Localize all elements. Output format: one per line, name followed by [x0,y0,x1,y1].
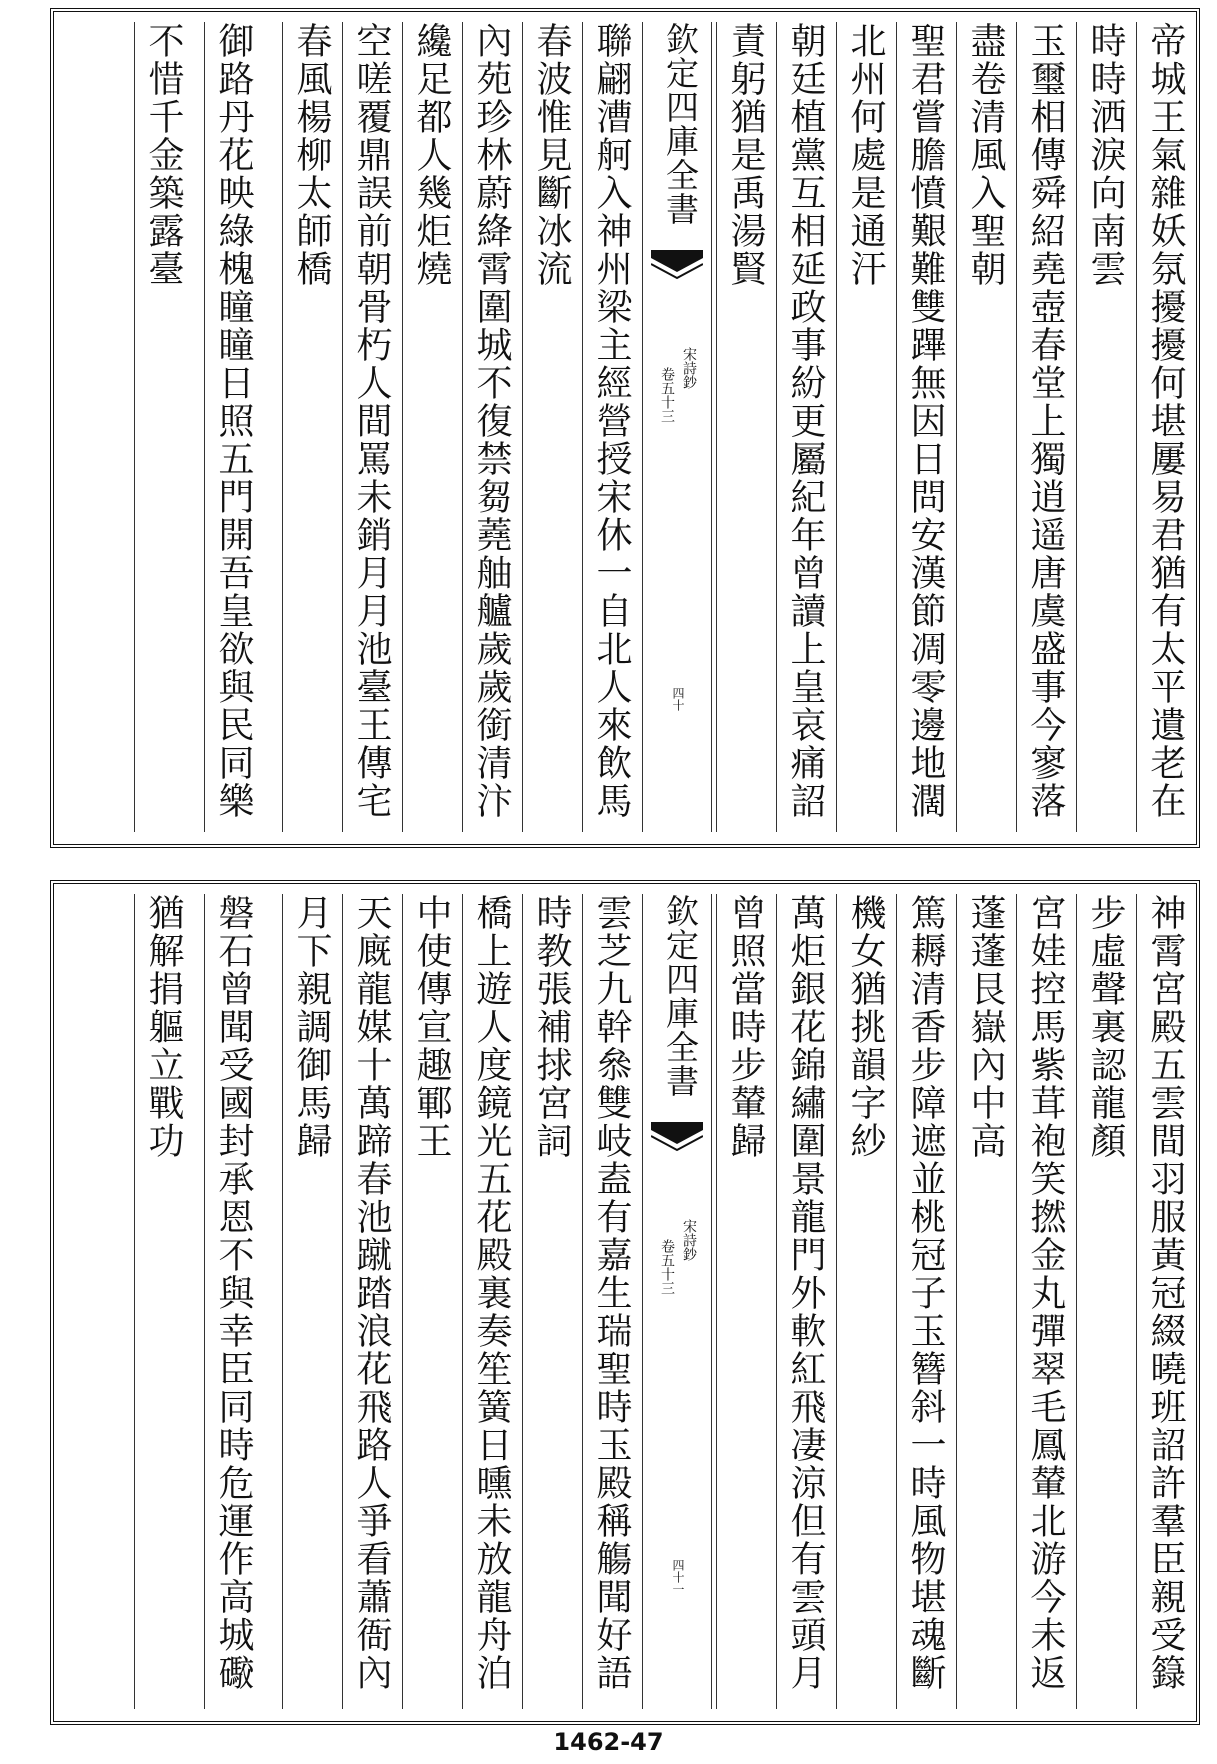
column-text: 責躬猶是禹湯賢 [725,22,766,288]
text-column [134,22,191,832]
text-column [1136,22,1193,832]
text-column [522,22,579,832]
column-text: 空嗟覆鼎誤前朝骨朽人間罵未銷月月池臺王傳宅 [351,22,392,820]
text-column [776,894,833,1709]
text-column [1016,894,1073,1709]
text-column [522,894,579,1709]
text-column [204,22,261,832]
column-text: 雲芝九幹叅雙岐盍有嘉生瑞聖時玉殿稱觴聞好語 [591,894,632,1692]
center-fold-column [642,22,712,832]
fishtail-mark-icon [651,250,703,280]
text-column [134,894,191,1709]
text-column [1016,22,1073,832]
column-text: 磐石曾聞受國封承恩不與幸臣同時危運作高城礮 [213,894,254,1692]
column-text: 宮娃控馬紫茸袍笑撚金丸彈翠毛鳳輦北游今未返 [1025,894,1066,1692]
column-text: 猶解捐軀立戰功 [143,894,184,1160]
page-number: 1462-47 [553,1728,664,1756]
text-column [836,22,893,832]
top-page-panel [50,8,1200,848]
column-text: 內苑珍林蔚絳霄圍城不復禁芻蕘舳艫歲歲銜清汴 [471,22,512,820]
text-column [956,894,1013,1709]
text-column [776,22,833,832]
column-text: 聯翩漕舸入神州梁主經營授宋休一自北人來飲馬 [591,22,632,820]
text-column [1076,894,1133,1709]
folio-number: 四十一 [671,1559,685,1595]
column-text: 春風楊柳太師橋 [291,22,332,288]
column-text: 時時洒淚向南雲 [1085,22,1126,288]
text-column [836,894,893,1709]
text-column [896,894,953,1709]
text-column [462,22,519,832]
bottom-page-panel [50,880,1200,1725]
column-text: 中使傳宣趣鄆王 [411,894,452,1160]
column-text: 帝城王氣雜妖氛擾擾何堪屢易君猶有太平遺老在 [1145,22,1186,820]
text-column [716,894,773,1709]
text-column [582,894,639,1709]
column-text: 纔足都人幾炬燒 [411,22,452,288]
text-column [282,22,339,832]
book-name: 宋詩鈔 [681,347,697,389]
column-text: 春波惟見斷冰流 [531,22,572,288]
fishtail-mark-icon [651,1122,703,1152]
column-text: 萬炬銀花錦繡圍景龍門外軟紅飛凄涼但有雲頭月 [785,894,826,1692]
column-text: 蓬蓬艮嶽內中高 [965,894,1006,1160]
column-text: 篤耨清香步障遮並桃冠子玉簪斜一時風物堪魂斷 [905,894,946,1692]
text-column [956,22,1013,832]
book-name: 宋詩鈔 [681,1219,697,1261]
book-title: 欽定四庫全書 [661,22,700,226]
book-title: 欽定四庫全書 [661,894,700,1098]
text-column [1136,894,1193,1709]
column-text: 月下親調御馬歸 [291,894,332,1160]
text-column [1076,22,1133,832]
juan-number: 卷五十三 [659,367,675,423]
text-column [582,22,639,832]
center-fold-column [642,894,712,1709]
column-text: 御路丹花映綠槐瞳瞳日照五門開吾皇欲與民同樂 [213,22,254,820]
text-column [462,894,519,1709]
column-text: 神霄宮殿五雲間羽服黃冠綴曉班詔許羣臣親受籙 [1145,894,1186,1692]
column-text: 橋上遊人度鏡光五花殿裏奏笙簧日曛未放龍舟泊 [471,894,512,1692]
column-text: 機女猶挑韻字紗 [845,894,886,1160]
column-text: 朝廷植黨互相延政事紛更屬紀年曾讀上皇哀痛詔 [785,22,826,820]
text-column [402,22,459,832]
text-column [716,22,773,832]
column-text: 天廐龍媒十萬蹄春池蹴踏浪花飛路人爭看蕭衙內 [351,894,392,1692]
text-column [896,22,953,832]
text-column [402,894,459,1709]
column-text: 時教張補捄宮詞 [531,894,572,1160]
juan-number: 卷五十三 [659,1239,675,1295]
column-text: 曾照當時步輦歸 [725,894,766,1160]
folio-number: 四十 [671,687,685,711]
text-column [342,22,399,832]
column-text: 步虛聲裏認龍顏 [1085,894,1126,1160]
text-column [282,894,339,1709]
text-column [204,894,261,1709]
text-column [342,894,399,1709]
column-text: 盡卷清風入聖朝 [965,22,1006,288]
column-text: 不惜千金築露臺 [143,22,184,288]
column-text: 玉璽相傳舜紹堯壺春堂上獨逍遥唐虞盛事今寥落 [1025,22,1066,820]
column-text: 聖君嘗膽憤艱難雙蹕無因日問安漢節凋零邊地濶 [905,22,946,820]
column-text: 北州何處是通汗 [845,22,886,288]
